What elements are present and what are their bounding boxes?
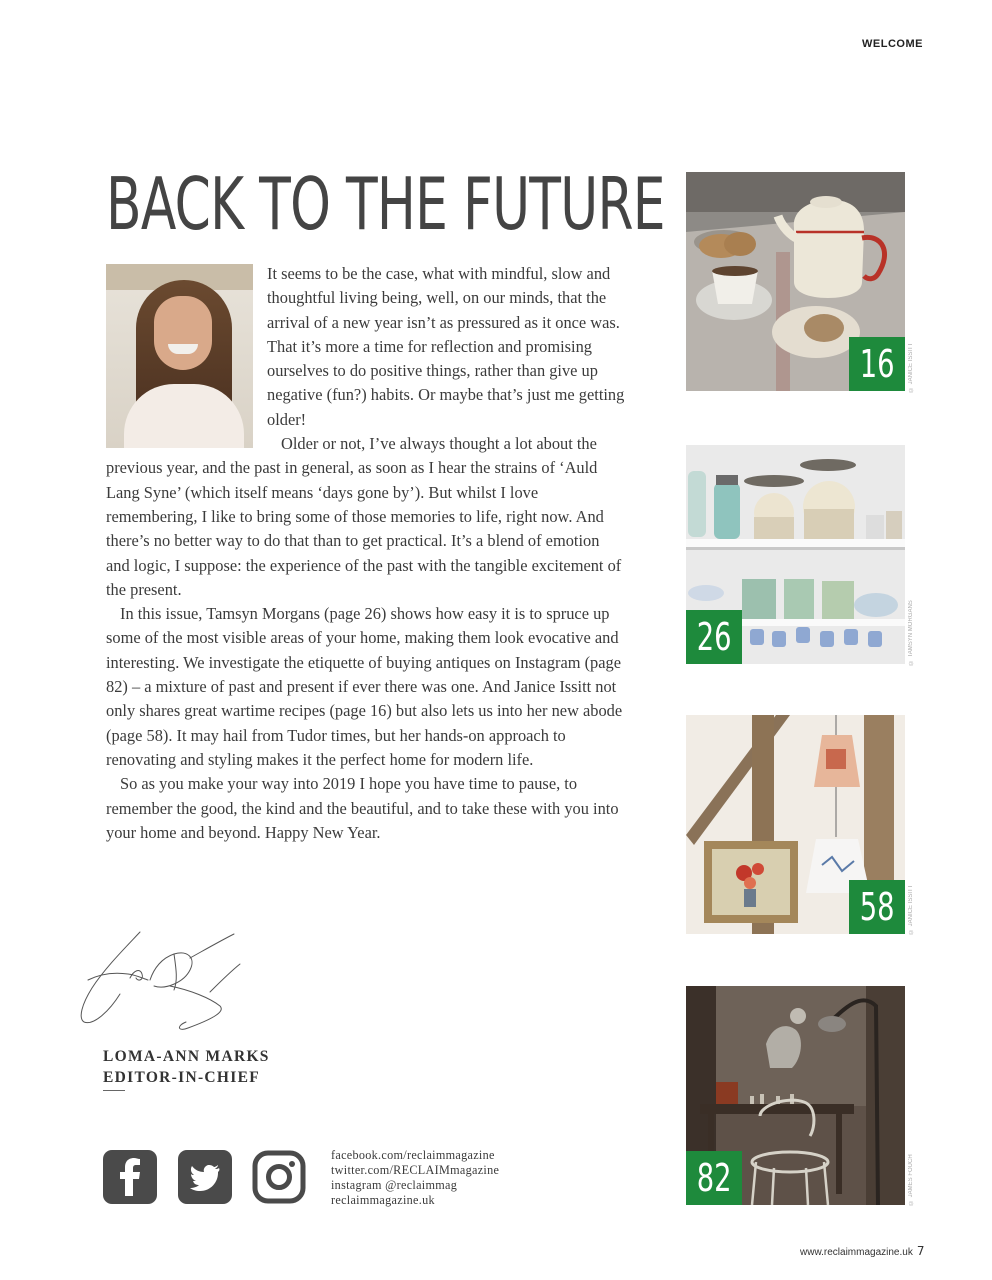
page-badge-16: 16 bbox=[849, 337, 905, 391]
paragraph-2: Older or not, I’ve always thought a lot about the previous year, and the past in general, as soon as I hear the strains of ‘Auld Lang Syne’ (which itself means ‘days gone by’). But whilst I love remembering, I like to bring some of those memories to life, right now. And there’s no better way to do that than to get practical. It’s a blend of emotion and logic, I suppose: the experience of the past with the tangible excitement of the present. bbox=[106, 434, 622, 599]
photo-credit-26: © TAMSYN MORGANS bbox=[908, 600, 914, 665]
paragraph-1: It seems to be the case, what with mindful, slow and thoughtful living being, well, on our minds, that the arrival of a new year isn’t as pressured as it once was. That it’s more a time for reflection and promising ourselves to do positive things, rather than give up negative (fun?) habits. Or maybe that’s just me getting older! bbox=[267, 264, 625, 429]
facebook-icon[interactable] bbox=[103, 1150, 157, 1204]
twitter-link[interactable]: twitter.com/RECLAIMmagazine bbox=[331, 1163, 500, 1177]
page-title: BACK TO THE FUTURE bbox=[106, 162, 665, 246]
editor-letter bbox=[106, 262, 626, 845]
editor-portrait bbox=[106, 264, 253, 448]
editor-name: LOMA-ANN MARKS bbox=[103, 1048, 270, 1065]
page-number: 7 bbox=[916, 1244, 925, 1258]
thumbnail-page-58[interactable] bbox=[686, 715, 905, 934]
footer-url[interactable]: www.reclaimmagazine.uk bbox=[800, 1247, 913, 1258]
signature-block bbox=[103, 1046, 270, 1088]
page-badge-58: 58 bbox=[849, 880, 905, 934]
editor-signature bbox=[70, 928, 250, 1038]
page-badge-26: 26 bbox=[686, 610, 742, 664]
instagram-link[interactable]: instagram @reclaimmag bbox=[331, 1178, 458, 1192]
thumbnail-page-82[interactable] bbox=[686, 986, 905, 1205]
photo-credit-82: © JAMES FOUCH bbox=[908, 1154, 914, 1205]
paragraph-3: In this issue, Tamsyn Morgans (page 26) shows how easy it is to spruce up some of the most visible areas of your home, making them look evocative and interesting. We investigate the etiquette of buying antiques on Instagram (page 82) – a mixture of past and present if ever there was one. And Janice Issitt not only shares great wartime recipes (page 16) but also lets us into her new abode (page 58). It may hail from Tudor times, but her hands-on approach to renovating and styling makes it the perfect home for modern life. bbox=[106, 604, 623, 769]
website-link[interactable]: reclaimmagazine.uk bbox=[331, 1193, 435, 1207]
twitter-icon[interactable] bbox=[178, 1150, 232, 1204]
section-tag: WELCOME bbox=[862, 38, 923, 50]
paragraph-4: So as you make your way into 2019 I hope you have time to pause, to remember the good, the kind and the beautiful, and to take these with you into your home and beyond. Happy New Year. bbox=[106, 774, 619, 842]
photo-credit-16: © JANICE ISSITT bbox=[908, 342, 914, 392]
divider bbox=[103, 1090, 125, 1091]
instagram-icon[interactable] bbox=[252, 1150, 306, 1204]
thumbnail-page-26[interactable] bbox=[686, 445, 905, 664]
facebook-link[interactable]: facebook.com/reclaimmagazine bbox=[331, 1148, 495, 1162]
thumbnail-page-16[interactable] bbox=[686, 172, 905, 391]
page-badge-82: 82 bbox=[686, 1151, 742, 1205]
editor-title: EDITOR-IN-CHIEF bbox=[103, 1069, 261, 1086]
page-footer bbox=[800, 1244, 924, 1258]
social-links bbox=[331, 1148, 499, 1208]
photo-credit-58: © JANICE ISSITT bbox=[908, 884, 914, 934]
